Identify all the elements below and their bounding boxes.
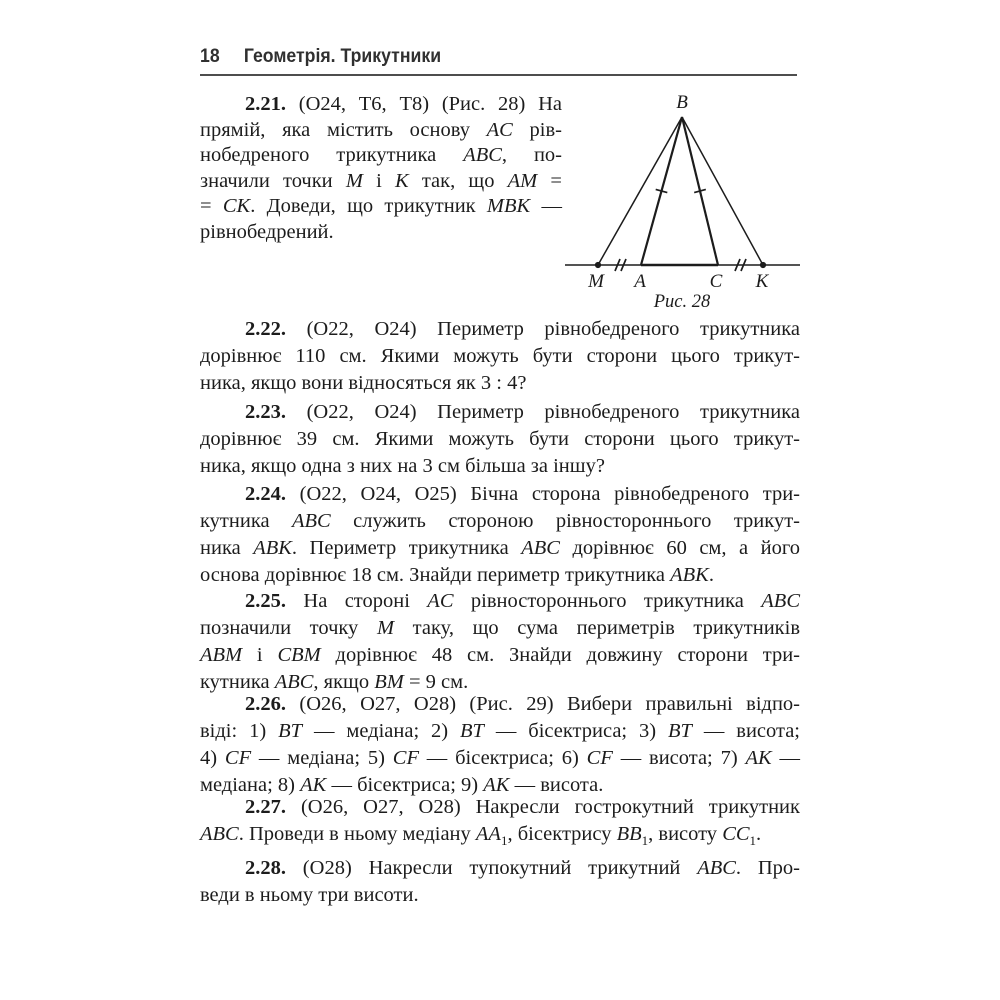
- math-symbol: AC: [486, 118, 513, 141]
- page-number: 18: [200, 46, 220, 67]
- math-symbol: M: [376, 617, 395, 639]
- subscript: 1: [749, 833, 757, 848]
- text-line: дорівнює 39 см. Якими можуть бути сторони цього трикут-: [200, 428, 800, 450]
- math-symbol: ABC: [463, 144, 502, 166]
- text-line: позначили точку M таку, що сума периметрів трикутників: [200, 617, 800, 639]
- text-line: ника, якщо вони відносяться як 3 : 4?: [200, 372, 527, 394]
- math-symbol: AK: [745, 747, 772, 769]
- text-line: 2.25. На стороні AC рівностороннього трикутника ABC: [245, 590, 800, 612]
- math-symbol: BT: [278, 720, 303, 742]
- text-line: 2.24. (О22, О24, О25) Бічна сторона рівнобедреного три-: [245, 483, 800, 505]
- math-symbol: ABK: [253, 537, 292, 559]
- vertex-label-c: C: [709, 271, 723, 292]
- problem-2-28: [200, 855, 800, 909]
- math-symbol: ABK: [670, 564, 709, 586]
- math-symbol: ABC: [761, 590, 800, 612]
- math-symbol: ABC: [697, 857, 736, 879]
- text-line: основа дорівнює 18 см. Знайди периметр трикутника ABK.: [200, 564, 714, 586]
- math-symbol: CK: [222, 195, 251, 217]
- problem-number: 2.28.: [245, 857, 286, 879]
- math-symbol: BT: [668, 720, 692, 742]
- math-symbol: ABC: [292, 510, 331, 532]
- math-symbol: ABC: [200, 823, 239, 845]
- chapter-title: Геометрія. Трикутники: [243, 46, 442, 67]
- text-line: медіана; 8) AK — бісектриса; 9) AK — висота.: [200, 774, 604, 796]
- figure-segment-bk: [682, 117, 763, 265]
- problem-number: 2.22.: [245, 318, 286, 340]
- math-symbol: AK: [483, 774, 510, 796]
- math-symbol: CF: [392, 747, 419, 769]
- text-line: 2.21. (О24, Т6, Т8) (Рис. 28) На: [245, 93, 562, 115]
- figure-caption: Рис. 28: [653, 292, 711, 312]
- math-symbol: AC: [427, 590, 454, 612]
- math-symbol: BB: [616, 823, 642, 845]
- math-symbol: BM: [374, 671, 404, 693]
- subscript: 1: [641, 833, 649, 848]
- text-line: дорівнює 110 см. Якими можуть бути сторони цього трикут-: [200, 345, 800, 367]
- problem-2-22: [200, 316, 800, 397]
- math-symbol: ABC: [521, 537, 560, 559]
- problem-number: 2.25.: [245, 590, 286, 612]
- problem-number: 2.23.: [245, 401, 286, 423]
- point-k-dot: [760, 262, 766, 268]
- problem-number: 2.24.: [245, 483, 286, 505]
- math-symbol: ABC: [274, 671, 314, 693]
- math-symbol: CC: [722, 823, 750, 845]
- vertex-label-b: B: [676, 92, 688, 113]
- text-line: ABC. Проведи в ньому медіану $AA_1$, бісектрису $BB_1$, висоту $CC_1$.: [200, 823, 762, 848]
- problem-2-26: [200, 691, 800, 799]
- problem-number: 2.26.: [245, 693, 286, 715]
- subscript: 1: [500, 833, 508, 848]
- header-rule: [200, 74, 797, 76]
- problem-2-27: [200, 794, 800, 848]
- problem-2-23: [200, 399, 800, 480]
- problem-number: 2.21.: [245, 93, 286, 115]
- vertex-label-k: K: [755, 271, 769, 292]
- text-line: 4) CF — медіана; 5) CF — бісектриса; 6) CF — висота; 7) AK —: [200, 747, 801, 769]
- text-line: 2.28. (О28) Накресли тупокутний трикутний ABC. Про-: [245, 857, 800, 879]
- problem-2-21: [200, 92, 562, 245]
- text-line: 2.23. (О22, О24) Периметр рівнобедреного трикутника: [245, 401, 800, 423]
- math-symbol: CF: [586, 747, 613, 769]
- text-line: прямій, яка містить основу AC рів-: [200, 118, 562, 141]
- text-line: = CK. Доведи, що трикутник MBK —: [200, 195, 562, 217]
- vertex-label-a: A: [634, 271, 646, 292]
- vertex-label-m: M: [588, 271, 604, 292]
- math-symbol: AA: [475, 823, 501, 845]
- text-line: нобедреного трикутника ABC, по-: [200, 144, 562, 166]
- figure-segment-bm: [598, 117, 682, 265]
- text-line: 2.22. (О22, О24) Периметр рівнобедреного трикутника: [245, 318, 800, 340]
- text-line: ника ABK. Периметр трикутника ABC дорівнює 60 см, а його: [200, 537, 800, 559]
- math-symbol: BT: [460, 720, 484, 742]
- text-line: рівнобедрений.: [200, 220, 334, 243]
- text-line: значили точки M і K так, що AM =: [200, 169, 562, 192]
- point-m-dot: [595, 262, 601, 268]
- text-line: ника, якщо одна з них на 3 см більша за іншу?: [200, 455, 605, 477]
- math-symbol: M: [345, 169, 363, 192]
- text-line: ABM і CBM дорівнює 48 см. Знайди довжину сторони три-: [200, 644, 800, 666]
- text-line: 2.27. (О26, О27, О28) Накресли гострокутний трикутник: [245, 796, 800, 818]
- math-symbol: K: [394, 169, 409, 192]
- text-line: кутника ABC, якщо BM = 9 см.: [200, 671, 469, 693]
- problem-number: 2.27.: [245, 796, 286, 818]
- text-line: веди в ньому три висоти.: [200, 884, 419, 906]
- math-symbol: AK: [300, 774, 327, 796]
- math-symbol: AM: [507, 169, 538, 192]
- figure-rys-28: [560, 88, 805, 313]
- text-line: віді: 1) BT — медіана; 2) BT — бісектриса; 3) BT — висота;: [200, 720, 800, 742]
- problem-2-24: [200, 481, 800, 589]
- math-symbol: ABM: [200, 644, 243, 666]
- math-symbol: CBM: [277, 644, 321, 666]
- running-head: [200, 46, 758, 68]
- text-line: кутника ABC служить стороною рівностороннього трикут-: [200, 510, 800, 532]
- math-symbol: MBK: [486, 195, 531, 217]
- math-symbol: CF: [224, 747, 252, 769]
- text-line: 2.26. (О26, О27, О28) (Рис. 29) Вибери правильні відпо-: [245, 693, 800, 715]
- problem-2-25: [200, 588, 800, 696]
